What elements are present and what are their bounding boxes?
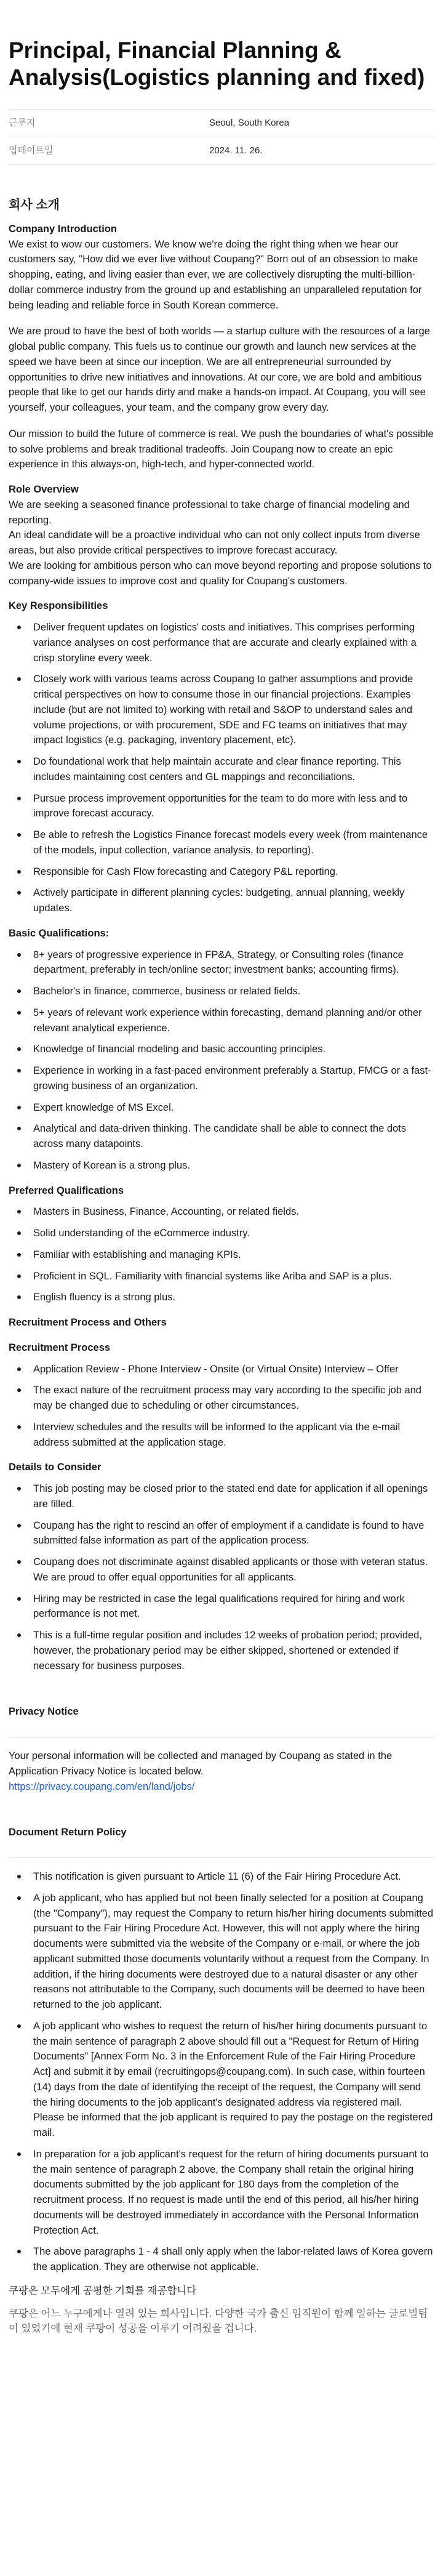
list-item: Analytical and data-driven thinking. The candidate shall be able to connect the dots across many datapoints. xyxy=(9,1121,434,1152)
role-overview-line: We are seeking a seasoned finance professional to take charge of financial modeling and reporting. xyxy=(9,499,410,526)
list-item: This job posting may be closed prior to the stated end date for application if all openings are filled. xyxy=(9,1481,434,1512)
privacy-notice-text: Your personal information will be collected and managed by Coupang as stated in the Application Privacy Notice is located below. xyxy=(9,1750,393,1777)
preferred-qualifications-heading: Preferred Qualifications xyxy=(9,1185,124,1196)
list-item: Application Review - Phone Interview - Onsite (or Virtual Onsite) Interview – Offer xyxy=(9,1362,434,1377)
job-description xyxy=(9,222,434,2337)
list-item: Actively participate in different planning cycles: budgeting, annual planning, weekly updates. xyxy=(9,885,434,916)
responsibilities-list xyxy=(9,620,434,916)
equal-opportunity-line: 쿠팡은 모두에게 공평한 기회를 제공합니다 xyxy=(9,2285,197,2296)
list-item: Experience in working in a fast-paced environment preferably a Startup, FMCG or a fast-growing business of an organization. xyxy=(9,1063,434,1094)
meta-value: Seoul, South Korea xyxy=(209,117,290,128)
meta-value: 2024. 11. 26. xyxy=(209,145,263,156)
list-item: Familiar with establishing and managing KPIs. xyxy=(9,1247,434,1263)
list-item: Pursue process improvement opportunities for the team to do more with less and to improve forecast accuracy. xyxy=(9,791,434,822)
responsibilities-heading: Key Responsibilities xyxy=(9,600,108,612)
list-item: The above paragraphs 1 - 4 shall only apply when the labor-related laws of Korea govern the application. They are otherwise not applicable. xyxy=(9,2244,434,2275)
list-item: A job applicant who wishes to request the return of his/her hiring documents pursuant to the main sentence of paragraph 2 above should fill out a "Request for Return of Hiring Documents" [Annex Form No. 3 in the Enforcement Rule of the Fair Hiring Procedure Act] and submit it by email (recruitingops@coupang.com). In such case, within fourteen (14) days from the date of identifying the receipt of the request, the Company will send the hiring documents to the job applicant's designated address via registered mail. Please be informed that the job applicant is required to pay the postage on the registered mail. xyxy=(9,2019,434,2141)
list-item: Proficient in SQL. Familiarity with financial systems like Ariba and SAP is a plus. xyxy=(9,1269,434,1284)
recruitment-process-heading: Recruitment Process xyxy=(9,1342,111,1353)
company-intro-paragraph: We are proud to have the best of both worlds — a startup culture with the resources of a large global public company. This fuels us to continue our growth and launch new services at the speed we have been at since our inception. We are all entrepreneurial surrounded by opportunities to drive new initiatives and innovations. At our core, we are bold and ambitious people that like to get our hands dirty and make a hands-on impact. At Coupang, you will see yourself, your colleagues, your team, and the company grow every day. xyxy=(9,326,430,414)
meta-row-location xyxy=(9,110,434,137)
company-intro-section-heading: 회사 소개 xyxy=(9,198,60,212)
list-item: English fluency is a strong plus. xyxy=(9,1290,434,1305)
list-item: In preparation for a job applicant's request for the return of hiring documents pursuant to the main sentence of paragraph 2 above, the Company shall retain the original hiring documents submitted by the job applicant for 180 days from the completion of the recruitment process. If no request is made until the end of this period, all his/her hiring documents will be destroyed immediately in accordance with the Personal Information Protection Act. xyxy=(9,2147,434,2239)
meta-key: 근무지 xyxy=(9,117,36,128)
list-item: This notification is given pursuant to Article 11 (6) of the Fair Hiring Procedure Act. xyxy=(9,1869,434,1885)
role-overview-heading: Role Overview xyxy=(9,484,79,496)
meta-key: 업데이트일 xyxy=(9,145,54,156)
details-heading: Details to Consider xyxy=(9,1462,102,1473)
list-item: Deliver frequent updates on logistics' costs and initiatives. This comprises performing variance analyses on cost performance that are accurate and clearly explained with a crisp storyline every week. xyxy=(9,620,434,666)
list-item: Closely work with various teams across Coupang to gather assumptions and provide critical perspectives on how to consume those in our financial projections. Examples include (but are not limited to) working with retail and S&OP to understand sales and volume projections, or with procurement, SDE and FC teams on initiatives that may impact logistics (e.g. packaging, inventory placement, etc). xyxy=(9,672,434,748)
list-item: Expert knowledge of MS Excel. xyxy=(9,1100,434,1116)
list-item: Bachelor's in finance, commerce, business or related fields. xyxy=(9,984,434,999)
role-overview-line: An ideal candidate will be a proactive individual who can not only collect inputs from diverse areas, but also provide critical perspectives to improve forecast accuracy. xyxy=(9,529,420,557)
job-meta-table xyxy=(9,109,434,165)
role-overview-line: We are looking for ambitious person who can move beyond reporting and propose solutions to company-wide issues to improve cost and quality for Coupang's customers. xyxy=(9,560,432,587)
equal-opportunity-note: 쿠팡은 어느 누구에게나 열려 있는 회사입니다. 다양한 국가 출신 임직원이 함께 일하는 글로벌팀이 있었기에 현재 쿠팡이 성공을 이루기 어려웠을 겁니다. xyxy=(9,2308,428,2335)
list-item: The exact nature of the recruitment process may vary according to the specific job and may be changed due to scheduling or other circumstances. xyxy=(9,1383,434,1414)
list-item: Solid understanding of the eCommerce industry. xyxy=(9,1226,434,1241)
basic-qualifications-heading: Basic Qualifications: xyxy=(9,927,110,939)
list-item: 5+ years of relevant work experience within forecasting, demand planning and/or other relevant analytical experience. xyxy=(9,1005,434,1036)
basic-qualifications-list xyxy=(9,948,434,1173)
list-item: Masters in Business, Finance, Accounting, or related fields. xyxy=(9,1204,434,1220)
list-item: Interview schedules and the results will be informed to the applicant via the e-mail address submitted at the application stage. xyxy=(9,1420,434,1451)
details-list xyxy=(9,1481,434,1673)
list-item: 8+ years of progressive experience in FP&A, Strategy, or Consulting roles (finance department, preferably in tech/online sector; investment banks; accounting firms). xyxy=(9,948,434,978)
list-item: Mastery of Korean is a strong plus. xyxy=(9,1158,434,1173)
company-intro-paragraph: Our mission to build the future of commerce is real. We push the boundaries of what's possible to solve problems and break traditional tradeoffs. Join Coupang now to create an epic experience in this always-on, high-tech, and hyper-connected world. xyxy=(9,428,434,470)
document-return-heading: Document Return Policy xyxy=(9,1827,127,1838)
list-item: Hiring may be restricted in case the legal qualifications required for hiring and work performance is not met. xyxy=(9,1592,434,1622)
recruitment-process-list xyxy=(9,1362,434,1451)
privacy-notice-link[interactable]: https://privacy.coupang.com/en/land/jobs/ xyxy=(9,1781,195,1792)
recruitment-heading: Recruitment Process and Others xyxy=(9,1317,167,1329)
list-item: This is a full-time regular position and includes 12 weeks of probation period; provided, however, the probationary period may be either skipped, shortened or extended if necessary for business purposes. xyxy=(9,1628,434,1673)
company-intro-heading: Company Introduction xyxy=(9,223,117,235)
job-title: Principal, Financial Planning & Analysis(Logistics planning and fixed) xyxy=(9,38,425,91)
list-item: Coupang does not discriminate against disabled applicants or those with veteran status. We are proud to offer equal opportunities for all applicants. xyxy=(9,1555,434,1585)
meta-row-updated xyxy=(9,137,434,165)
company-intro-paragraph: We exist to wow our customers. We know we're doing the right thing when we hear our customers say, "How did we ever live without Coupang?" Born out of an obsession to make shopping, eating, and living easier than ever, we are collectively disrupting the multi-billion-dollar commerce industry from the ground up and establishing an unparalleled reputation for being leading and reliable force in South Korean commerce. xyxy=(9,238,422,311)
list-item: Do foundational work that help maintain accurate and clear finance reporting. This includes maintaining cost centers and GL mappings and reconciliations. xyxy=(9,754,434,785)
list-item: A job applicant, who has applied but not been finally selected for a position at Coupang (the "Company"), may request the Company to return his/her hiring documents submitted pursuant to the Fair Hiring Procedure Act. However, this will not apply where the hiring documents were submitted via the website of the Company or e-mail, or where the job applicant submitted those documents voluntarily without a request from the Company. In addition, if the hiring documents were destroyed due to a natural disaster or any other reasons not attributable to the Company, such documents will be deemed to have been returned to the job applicant. xyxy=(9,1891,434,2013)
preferred-qualifications-list xyxy=(9,1204,434,1305)
privacy-notice-heading: Privacy Notice xyxy=(9,1706,79,1718)
list-item: Coupang has the right to rescind an offer of employment if a candidate is found to have submitted false information as part of the application process. xyxy=(9,1518,434,1549)
list-item: Be able to refresh the Logistics Finance forecast models every week (from maintenance of the models, input collection, variance analysis, to reporting). xyxy=(9,827,434,858)
list-item: Knowledge of financial modeling and basic accounting principles. xyxy=(9,1042,434,1057)
document-return-list xyxy=(9,1869,434,2275)
list-item: Responsible for Cash Flow forecasting and Category P&L reporting. xyxy=(9,864,434,880)
